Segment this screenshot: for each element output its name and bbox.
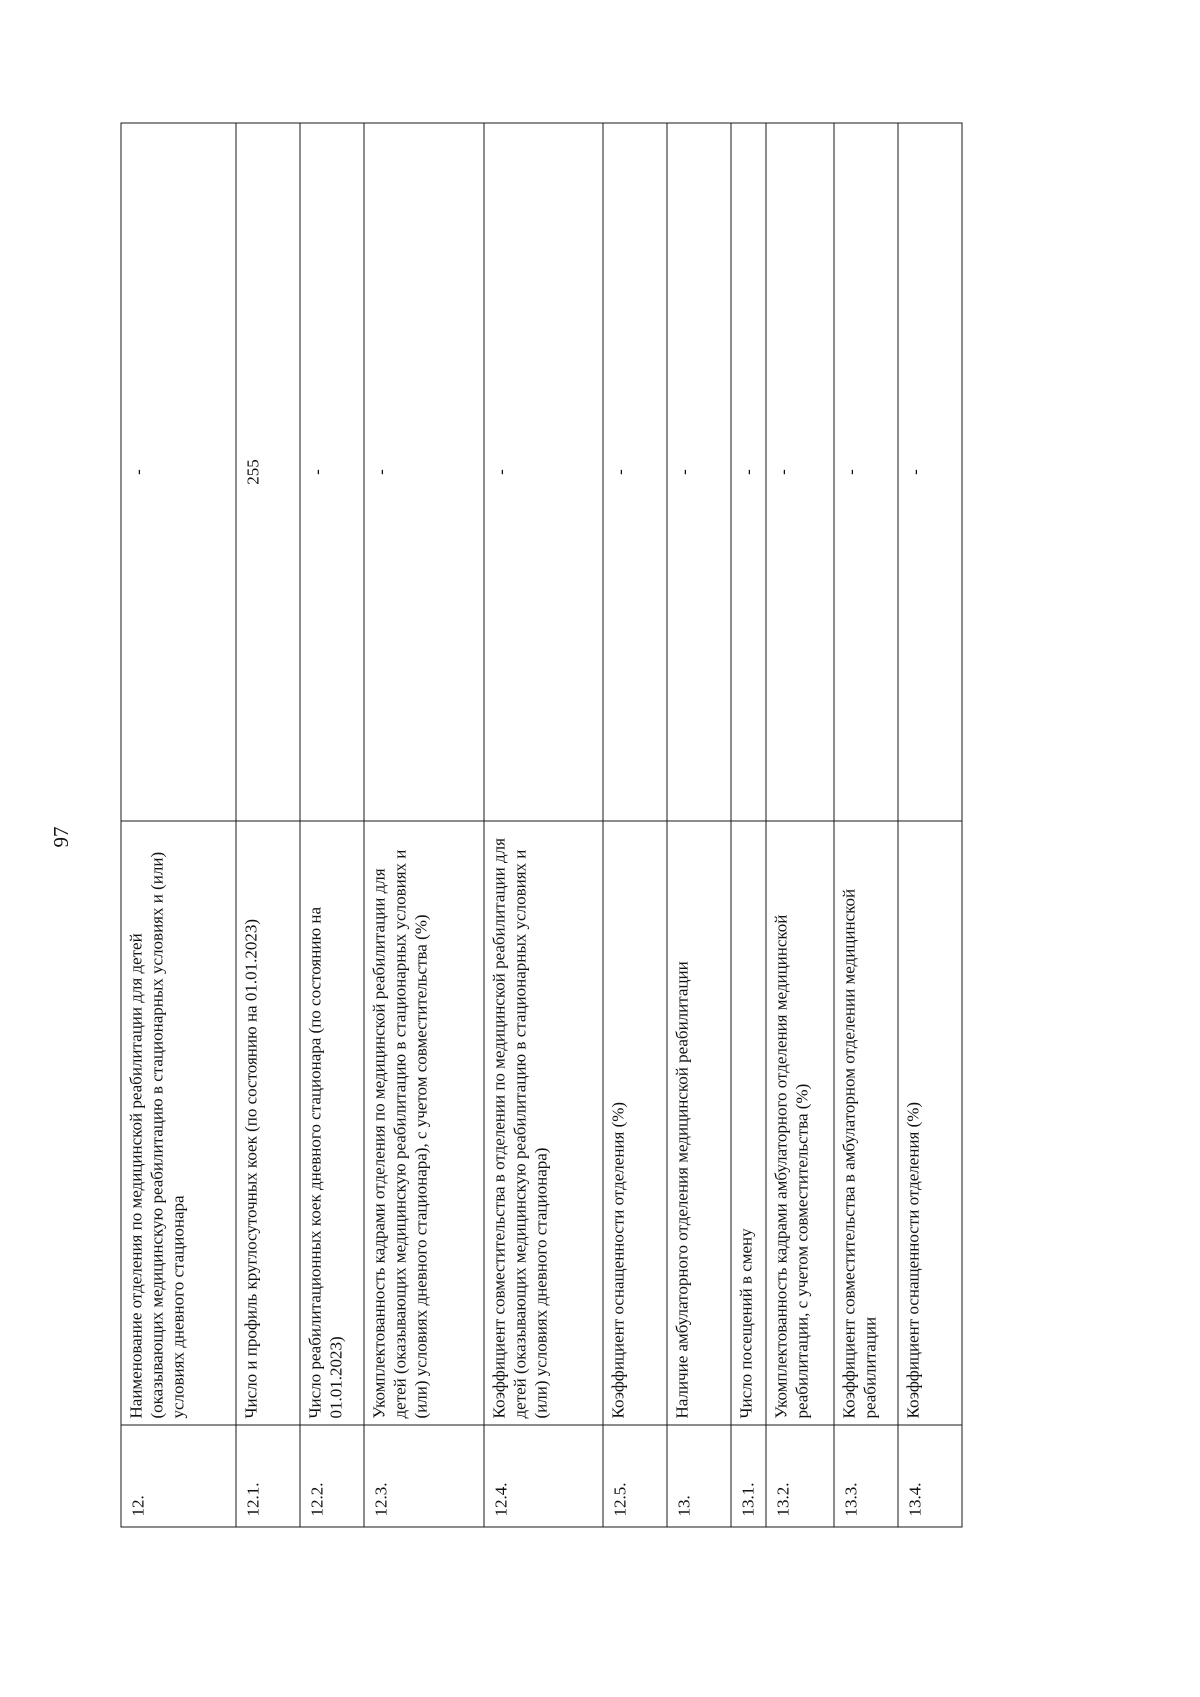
row-number: 12.1. bbox=[236, 1425, 300, 1527]
table-container bbox=[120, 123, 962, 1527]
row-description: Коэффициент совместительства в амбулаторном отделении медицинской реабилитации bbox=[834, 821, 898, 1425]
page-number: 97 bbox=[48, 826, 73, 848]
row-value: - bbox=[731, 123, 765, 821]
row-description: Число посещений в смену bbox=[731, 821, 765, 1425]
row-number: 13. bbox=[667, 1425, 731, 1527]
row-value: - bbox=[834, 123, 898, 821]
data-table bbox=[121, 123, 963, 1528]
table-row bbox=[603, 123, 667, 1527]
row-number: 12. bbox=[121, 1425, 236, 1527]
row-value: - bbox=[484, 123, 604, 821]
table-row bbox=[731, 123, 765, 1527]
row-description: Коэффициент оснащенности отделения (%) bbox=[603, 821, 667, 1425]
row-value: - bbox=[898, 123, 962, 821]
row-number: 12.5. bbox=[603, 1425, 667, 1527]
row-description: Укомплектованность кадрами амбулаторного отделения медицинской реабилитации, с учетом совместительства (%) bbox=[766, 821, 834, 1425]
row-description: Коэффициент совместительства в отделении по медицинской реабилитации для детей (оказывающих медицинскую реабилитацию в стационарных условиях и (или) условиях дневного стационара) bbox=[484, 821, 604, 1425]
row-number: 13.2. bbox=[766, 1425, 834, 1527]
row-number: 13.1. bbox=[731, 1425, 765, 1527]
table-row bbox=[121, 123, 236, 1527]
row-description: Число и профиль круглосуточных коек (по состоянию на 01.01.2023) bbox=[236, 821, 300, 1425]
table-row bbox=[834, 123, 898, 1527]
row-description: Наименование отделения по медицинской реабилитации для детей (оказывающих медицинскую реабилитацию в стационарных условиях и (или) условиях дневного стационара bbox=[121, 821, 236, 1425]
row-description: Число реабилитационных коек дневного стационара (по состоянию на 01.01.2023) bbox=[300, 821, 364, 1425]
row-value: - bbox=[121, 123, 236, 821]
row-number: 12.3. bbox=[364, 1425, 484, 1527]
row-value: - bbox=[667, 123, 731, 821]
row-number: 13.4. bbox=[898, 1425, 962, 1527]
table-row bbox=[667, 123, 731, 1527]
row-value: - bbox=[603, 123, 667, 821]
table-row bbox=[236, 123, 300, 1527]
row-value: 255 bbox=[236, 123, 300, 821]
row-description: Наличие амбулаторного отделения медицинской реабилитации bbox=[667, 821, 731, 1425]
row-description: Укомплектованность кадрами отделения по медицинской реабилитации для детей (оказывающих медицинскую реабилитацию в стационарных условиях и (или) условиях дневного стационара), с учетом совместительства (%) bbox=[364, 821, 484, 1425]
row-number: 12.2. bbox=[300, 1425, 364, 1527]
row-value: - bbox=[300, 123, 364, 821]
row-number: 12.4. bbox=[484, 1425, 604, 1527]
row-description: Коэффициент оснащенности отделения (%) bbox=[898, 821, 962, 1425]
row-value: - bbox=[766, 123, 834, 821]
table-row bbox=[364, 123, 484, 1527]
table-row bbox=[766, 123, 834, 1527]
table-row bbox=[898, 123, 962, 1527]
row-number: 13.3. bbox=[834, 1425, 898, 1527]
table-row bbox=[484, 123, 604, 1527]
row-value: - bbox=[364, 123, 484, 821]
table-row bbox=[300, 123, 364, 1527]
